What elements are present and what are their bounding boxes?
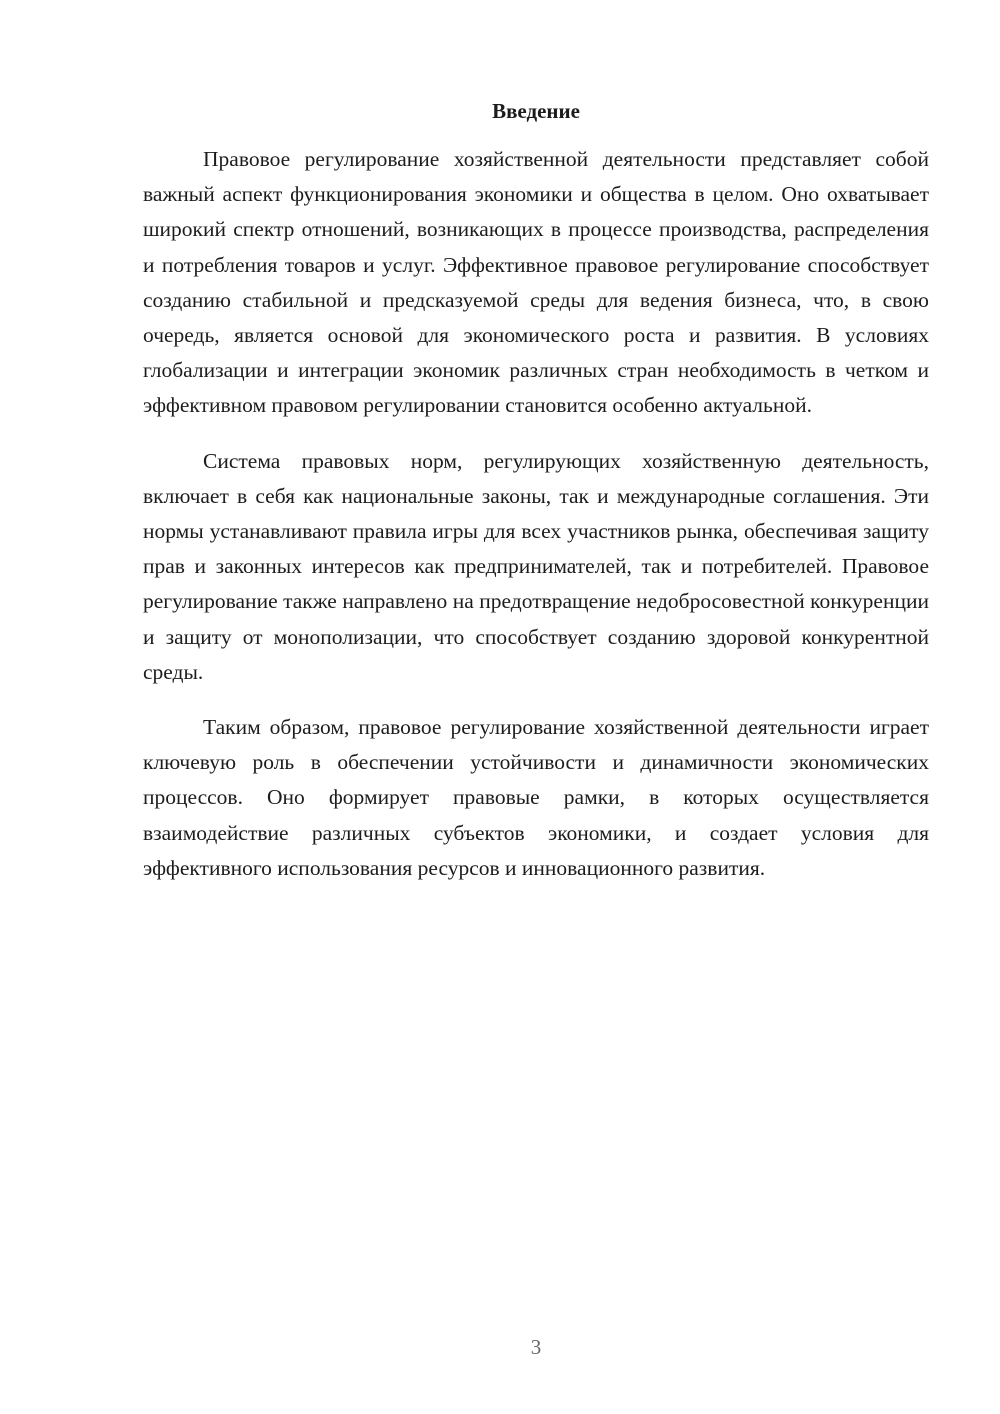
paragraph-3: Таким образом, правовое регулирование хозяйственной деятельности играет ключевую роль в обеспечении устойчивости и динамичности экономических процессов. Оно формирует правовые рамки, в которых осуществляется взаимодействие различных субъектов экономики, и создает условия для эффективного использования ресурсов и инновационного развития. bbox=[143, 715, 929, 880]
section-title: Введение bbox=[492, 99, 580, 123]
paragraph-2: Система правовых норм, регулирующих хозяйственную деятельность, включает в себя как национальные законы, так и международные соглашения. Эти нормы устанавливают правила игры для всех участников рынка, обеспечивая защиту прав и законных интересов как предпринимателей, так и потребителей. Правовое регулирование также направлено на предотвращение недобросовестной конкуренции и защиту от монополизации, что способствует созданию здоровой конкурентной среды. bbox=[143, 448, 929, 684]
body-text bbox=[143, 142, 929, 906]
page-number: 3 bbox=[530, 1335, 542, 1359]
paragraph-1: Правовое регулирование хозяйственной деятельности представляет собой важный аспект функционирования экономики и общества в целом. Оно охватывает широкий спектр отношений, возникающих в процессе производства, распределения и потребления товаров и услуг. Эффективное правовое регулирование способствует созданию стабильной и предсказуемой среды для ведения бизнеса, что, в свою очередь, является основой для экономического роста и развития. В условиях глобализации и интеграции экономик различных стран необходимость в четком и эффективном правовом регулировании становится особенно актуальной. bbox=[143, 147, 929, 418]
